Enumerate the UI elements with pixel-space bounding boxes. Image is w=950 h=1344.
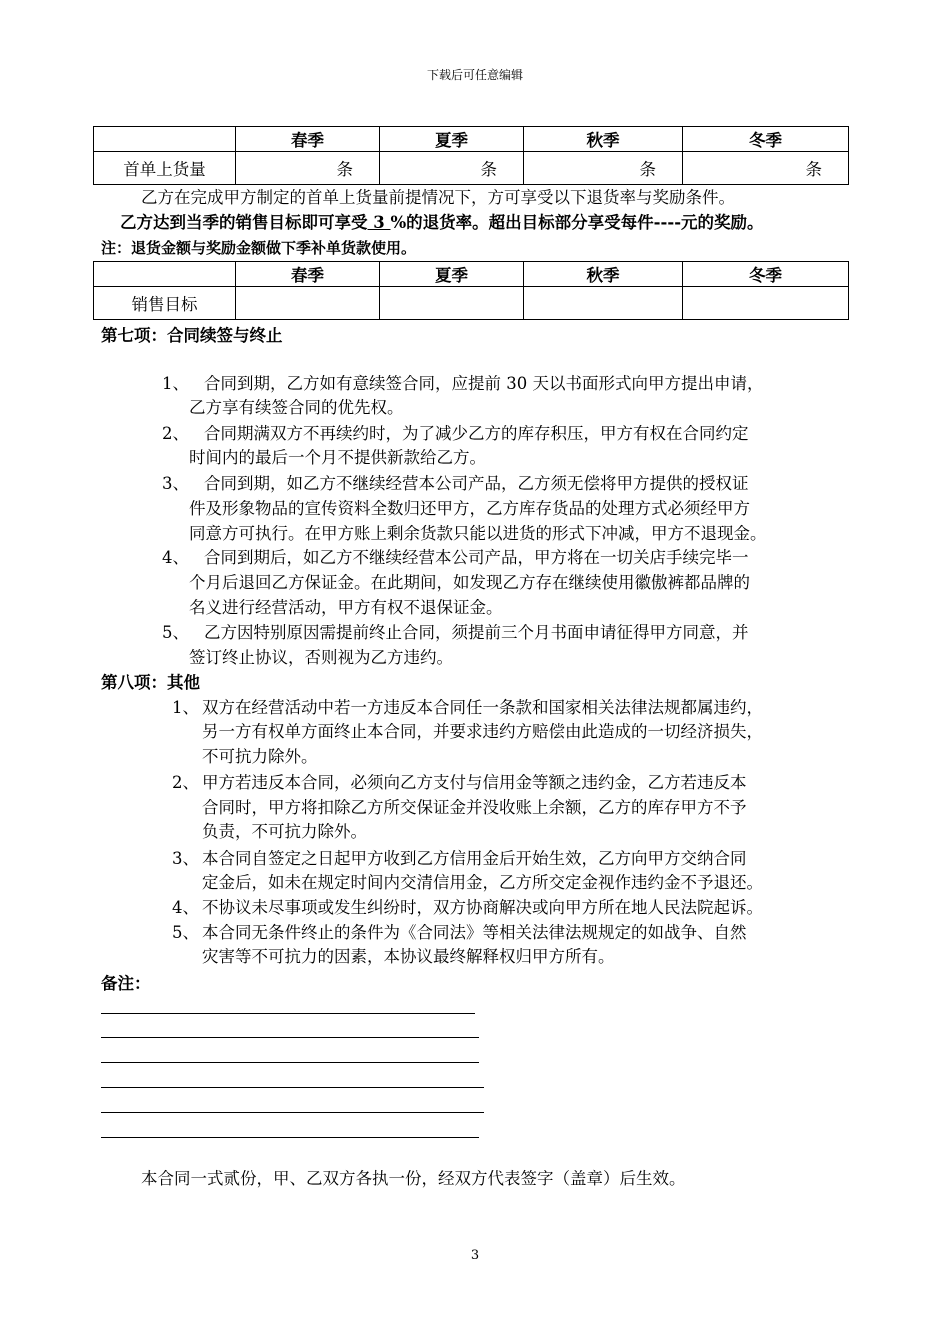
remarks-line xyxy=(101,1087,484,1088)
season-header-summer: 夏季 xyxy=(380,127,524,152)
s8-item-5-line-1: 本合同无条件终止的条件为《合同法》等相关法律法规规定的如战争、自然 xyxy=(202,923,747,942)
s8-item-1-line-2: 另一方有权单方面终止本合同，并要求违约方赔偿由此造成的一切经济损失， xyxy=(202,722,763,741)
s7-item-4-num: 4、 xyxy=(162,548,189,567)
s7-item-3-num: 3、 xyxy=(162,474,189,493)
table-cell-unit: 条 xyxy=(380,152,524,185)
s8-item-1-line-3: 不可抗力除外。 xyxy=(202,747,318,766)
season-header-winter: 冬季 xyxy=(683,262,849,287)
remarks-title: 备注： xyxy=(101,974,151,993)
s8-item-1-num: 1、 xyxy=(172,698,199,717)
s7-item-2-line-1: 合同期满双方不再续约时，为了减少乙方的库存积压，甲方有权在合同约定 xyxy=(204,424,749,443)
sales-target-table xyxy=(93,261,849,320)
s7-item-1-line-1: 合同到期，乙方如有意续签合同，应提前 30 天以书面形式向甲方提出申请， xyxy=(204,374,764,393)
remarks-line xyxy=(101,1112,484,1113)
remarks-line xyxy=(101,1137,479,1138)
page-number: 3 xyxy=(470,1248,480,1263)
s8-item-2-line-3: 负责，不可抗力除外。 xyxy=(202,822,367,841)
target-text-after: %的退货率。超出目标部分享受每件----元的奖励。 xyxy=(390,213,764,232)
table-cell-unit: 条 xyxy=(683,152,849,185)
s7-item-4-line-3: 名义进行经营活动，甲方有权不退保证金。 xyxy=(189,598,503,617)
intro-paragraph: 乙方在完成甲方制定的首单上货量前提情况下，方可享受以下退货率与奖励条件。 xyxy=(141,188,735,207)
target-text-before: 乙方达到当季的销售目标即可享受 xyxy=(120,213,368,232)
season-header-spring: 春季 xyxy=(236,262,380,287)
s8-item-4-line-1: 不协议未尽事项或发生纠纷时，双方协商解决或向甲方所在地人民法院起诉。 xyxy=(202,898,763,917)
s8-item-1-line-1: 双方在经营活动中若一方违反本合同任一条款和国家相关法律法规都属违约， xyxy=(202,698,763,717)
s7-item-3-line-2: 件及形象物品的宣传资料全数归还甲方，乙方库存货品的处理方式必须经甲方 xyxy=(189,499,750,518)
s7-item-1-line-2: 乙方享有续签合同的优先权。 xyxy=(189,398,404,417)
row-label-first-order-qty: 首单上货量 xyxy=(94,152,236,185)
season-header-spring: 春季 xyxy=(236,127,380,152)
s7-item-3-line-1: 合同到期，如乙方不继续经营本公司产品，乙方须无偿将甲方提供的授权证 xyxy=(204,474,749,493)
s7-item-3-line-3: 同意方可执行。在甲方账上剩余货款只能以进货的形式下冲减，甲方不退现金。 xyxy=(189,524,767,543)
s8-item-3-line-2: 定金后，如未在规定时间内交清信用金，乙方所交定金视作违约金不予退还。 xyxy=(202,873,763,892)
table-cell-empty xyxy=(380,287,524,320)
first-order-table xyxy=(93,126,849,185)
s8-item-2-line-1: 甲方若违反本合同，必须向乙方支付与信用金等额之违约金，乙方若违反本 xyxy=(202,773,747,792)
s8-item-2-line-2: 合同时，甲方将扣除乙方所交保证金并没收账上余额，乙方的库存甲方不予 xyxy=(202,798,747,817)
s8-item-5-num: 5、 xyxy=(172,923,199,942)
s8-item-3-num: 3、 xyxy=(172,849,199,868)
remarks-line xyxy=(101,1037,479,1038)
remarks-line xyxy=(101,1062,479,1063)
s8-item-5-line-2: 灾害等不可抗力的因素，本协议最终解释权归甲方所有。 xyxy=(202,947,615,966)
table-cell-empty xyxy=(236,287,380,320)
s7-item-2-num: 2、 xyxy=(162,424,189,443)
table-cell-empty xyxy=(524,287,683,320)
s7-item-5-line-2: 签订终止协议，否则视为乙方违约。 xyxy=(189,648,453,667)
table-cell-empty xyxy=(683,287,849,320)
s8-item-3-line-1: 本合同自签定之日起甲方收到乙方信用金后开始生效，乙方向甲方交纳合同 xyxy=(202,849,747,868)
s7-item-4-line-2: 个月后退回乙方保证金。在此期间，如发现乙方存在继续使用徽傲裤都品牌的 xyxy=(189,573,750,592)
remarks-line xyxy=(101,1013,475,1014)
section-8-title: 第八项：其他 xyxy=(101,673,200,692)
season-header-autumn: 秋季 xyxy=(524,127,683,152)
season-header-winter: 冬季 xyxy=(683,127,849,152)
table-cell-unit: 条 xyxy=(524,152,683,185)
return-rate-value: 3 xyxy=(367,213,391,232)
section-7-title: 第七项：合同续签与终止 xyxy=(101,326,283,345)
page-header: 下载后可任意编辑 xyxy=(426,68,523,82)
s7-item-5-line-1: 乙方因特别原因需提前终止合同，须提前三个月书面申请征得甲方同意，并 xyxy=(204,623,749,642)
s7-item-5-num: 5、 xyxy=(162,623,189,642)
target-paragraph xyxy=(120,211,764,235)
row-label-sales-target: 销售目标 xyxy=(94,287,236,320)
s7-item-4-line-1: 合同到期后，如乙方不继续经营本公司产品，甲方将在一切关店手续完毕一 xyxy=(204,548,749,567)
table-corner-cell xyxy=(94,262,236,287)
table-corner-cell xyxy=(94,127,236,152)
closing-paragraph: 本合同一式贰份，甲、乙双方各执一份，经双方代表签字（盖章）后生效。 xyxy=(141,1169,686,1188)
table-cell-unit: 条 xyxy=(236,152,380,185)
s7-item-1-num: 1、 xyxy=(162,374,189,393)
s7-item-2-line-2: 时间内的最后一个月不提供新款给乙方。 xyxy=(189,448,486,467)
s8-item-2-num: 2、 xyxy=(172,773,199,792)
season-header-autumn: 秋季 xyxy=(524,262,683,287)
s8-item-4-num: 4、 xyxy=(172,898,199,917)
season-header-summer: 夏季 xyxy=(380,262,524,287)
note-text: 注：退货金额与奖励金额做下季补单货款使用。 xyxy=(101,239,417,257)
